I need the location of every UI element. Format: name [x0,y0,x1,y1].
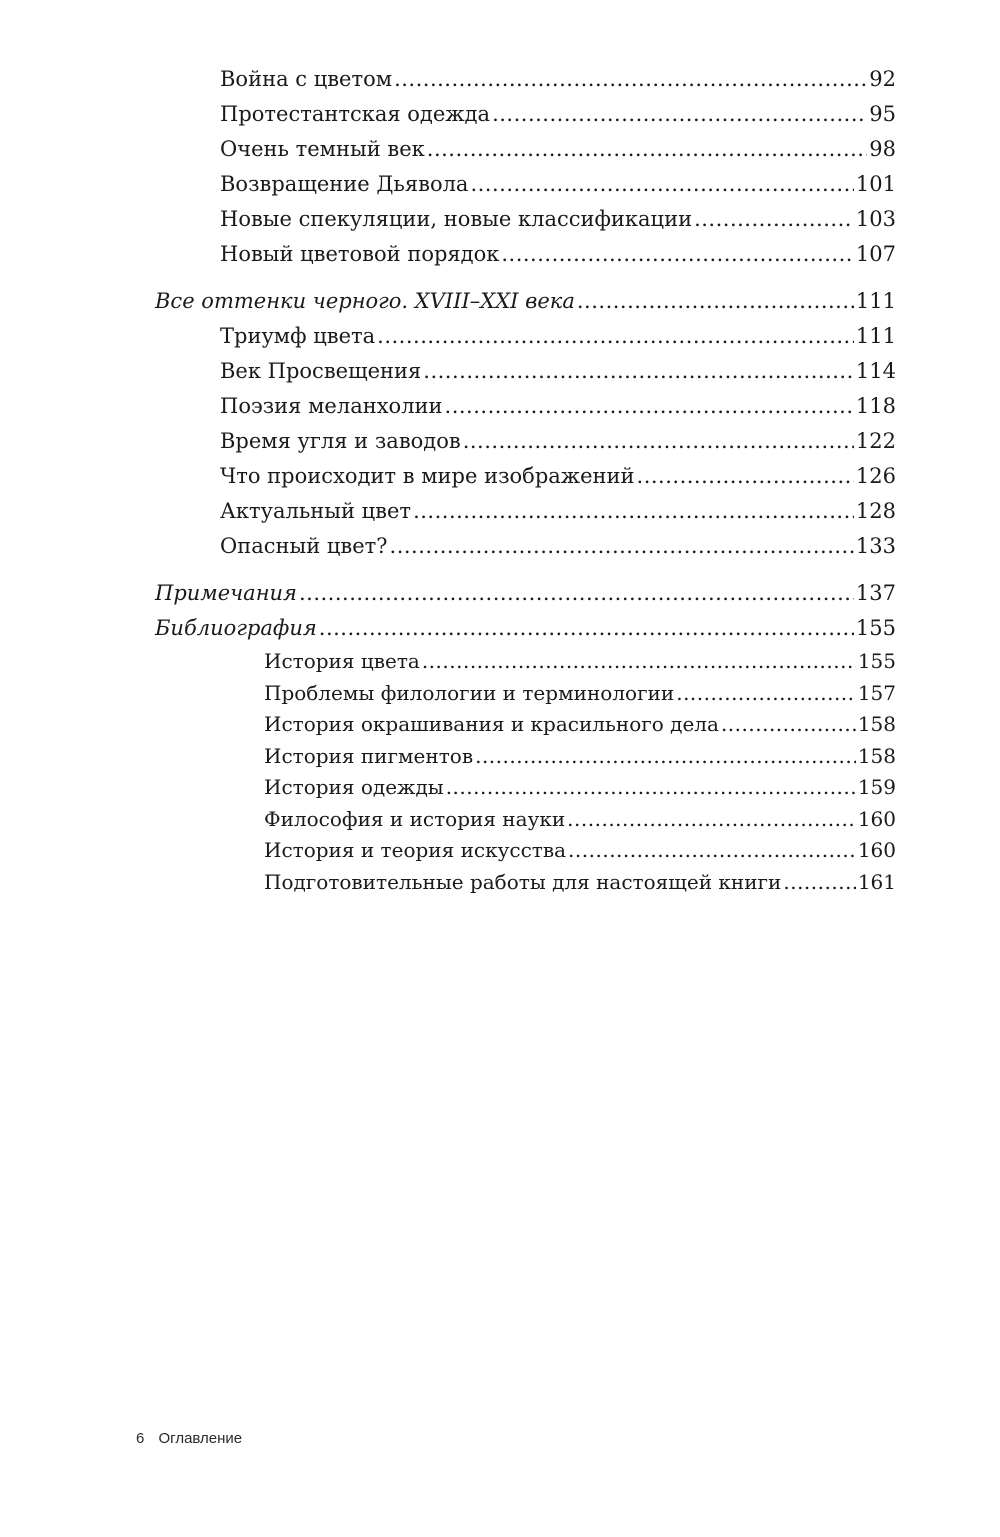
toc-entry-title: Триумф цвета [220,324,376,348]
toc-section-entry [155,284,896,319]
running-title: Оглавление [158,1430,243,1447]
toc-entry [264,709,896,741]
toc-entry [220,424,896,459]
toc-entry-title: Новые спекуляции, новые классификации [220,207,693,231]
toc-entry [220,97,896,132]
toc-entry-title: Новый цветовой порядок [220,242,500,266]
table-of-contents [155,62,896,898]
toc-entry [264,835,896,867]
dot-leader [299,576,854,611]
toc-entry-page: 101 [855,172,896,196]
dot-leader [577,284,854,319]
dot-leader [390,529,854,564]
toc-entry [220,132,896,167]
toc-entry-page: 95 [869,102,896,126]
toc-entry-title: История цвета [264,649,420,673]
dot-leader [501,237,854,272]
dot-leader [470,167,853,202]
toc-section-entry [155,611,896,646]
toc-entry [220,389,896,424]
dot-leader [319,611,854,646]
toc-entry-page: 160 [857,806,896,831]
toc-entry-title: Век Просвещения [220,359,422,383]
toc-entry-page: 98 [869,137,896,161]
toc-entry-page: 111 [855,289,896,313]
dot-leader [637,459,854,494]
toc-entry-title: Проблемы филологии и терминологии [264,680,675,705]
toc-entry-title: Опасный цвет? [220,534,388,558]
toc-entry [264,804,896,836]
toc-entry-page: 158 [857,743,896,768]
toc-entry [264,646,896,678]
dot-leader [394,62,867,97]
toc-entry-title: Возвращение Дьявола [220,172,469,196]
toc-entry [220,167,896,202]
toc-entry-title: Поэзия меланхолии [220,394,443,418]
toc-entry [264,867,896,899]
toc-entry-page: 157 [857,680,896,705]
toc-entry [220,319,896,354]
toc-entry [264,678,896,710]
toc-entry [264,741,896,773]
toc-entry-page: 114 [855,359,896,383]
toc-entry-page: 118 [855,394,896,418]
toc-section-entry [155,576,896,611]
dot-leader [475,741,856,773]
dot-leader [463,424,854,459]
toc-entry-title: Очень темный век [220,137,425,161]
dot-leader [422,646,856,678]
toc-entry-page: 159 [857,775,896,799]
toc-entry [220,62,896,97]
toc-entry-page: 137 [855,581,896,605]
toc-entry-page: 160 [857,838,896,862]
toc-entry-title: Философия и история науки [264,806,566,831]
toc-entry-title: История окрашивания и красильного дела [264,712,719,736]
toc-entry [220,237,896,272]
dot-leader [694,202,854,237]
dot-leader [413,494,854,529]
toc-entry-title: История одежды [264,775,444,799]
toc-entry [264,772,896,804]
toc-entry-title: Актуальный цвет [220,499,412,523]
toc-entry-page: 155 [855,616,896,640]
page-footer [136,1430,242,1447]
toc-entry-title: Война с цветом [220,67,393,91]
toc-entry-title: Примечания [155,581,297,605]
toc-entry-title: Протестантская одежда [220,102,491,126]
toc-entry-page: 107 [855,242,896,266]
toc-entry-title: История пигментов [264,743,474,768]
toc-entry-page: 128 [855,499,896,523]
toc-entry-title: Время угля и заводов [220,429,461,453]
toc-entry-page: 133 [855,534,896,558]
toc-entry-page: 158 [857,712,896,736]
dot-leader [783,867,855,899]
toc-entry-page: 126 [855,464,896,488]
toc-entry-page: 111 [855,324,896,348]
toc-entry-title: История и теория искусства [264,838,567,862]
toc-entry-page: 103 [855,207,896,231]
dot-leader [427,132,867,167]
toc-entry [220,459,896,494]
dot-leader [445,389,854,424]
toc-entry-title: Все оттенки черного. XVIII–XXI века [155,289,575,313]
dot-leader [492,97,867,132]
dot-leader [567,804,856,836]
toc-entry-title: Библиография [155,616,317,640]
dot-leader [721,709,856,741]
toc-entry [220,529,896,564]
dot-leader [568,835,856,867]
toc-entry-page: 161 [857,869,896,894]
page-number: 6 [136,1430,145,1447]
toc-entry [220,202,896,237]
dot-leader [377,319,854,354]
toc-entry-page: 122 [855,429,896,453]
dot-leader [446,772,856,804]
dot-leader [423,354,854,389]
toc-entry-page: 92 [869,67,896,91]
toc-entry [220,354,896,389]
toc-entry-title: Подготовительные работы для настоящей книги [264,869,782,894]
dot-leader [676,678,856,710]
toc-entry-title: Что происходит в мире изображений [220,464,635,488]
toc-entry [220,494,896,529]
toc-entry-page: 155 [857,649,896,673]
